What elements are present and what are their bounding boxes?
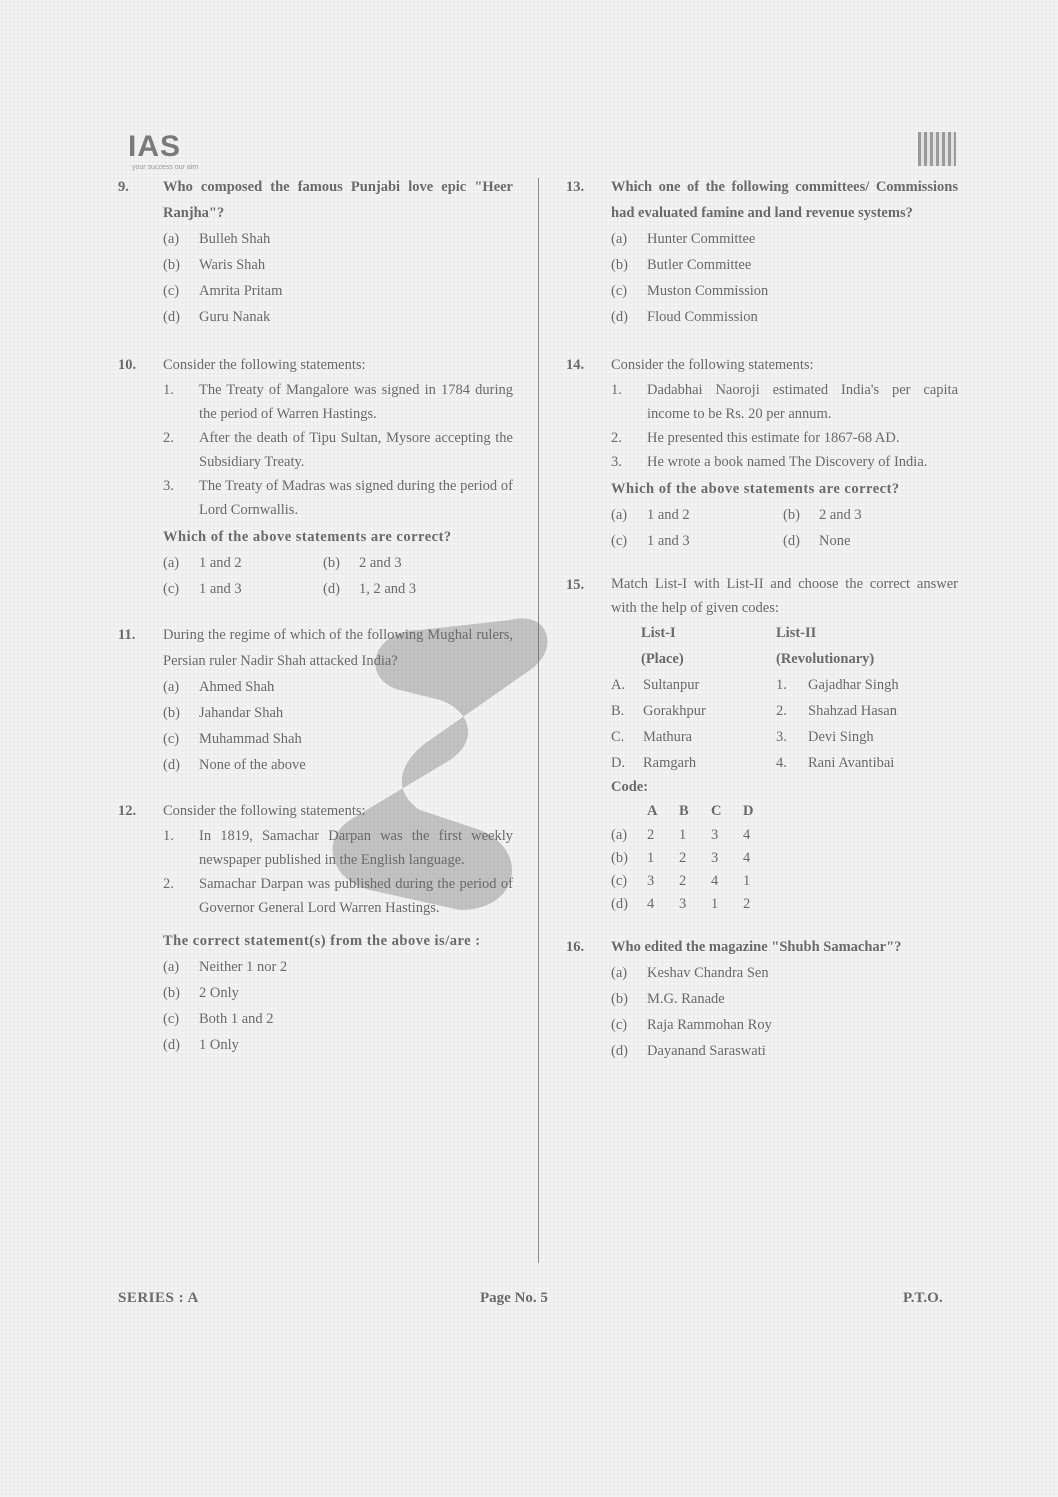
match-label: 3. — [776, 729, 787, 745]
statement-number: 3. — [163, 478, 174, 494]
option — [611, 502, 783, 528]
match-table — [611, 620, 958, 776]
codes-cell: 2 — [743, 896, 751, 912]
statement — [611, 378, 958, 426]
option-label: (b) — [163, 705, 180, 721]
question-text: During the regime of which of the following Mughal rulers, Persian ruler Nadir Shah attacked India? — [163, 627, 513, 669]
option — [611, 252, 958, 278]
codes-cell: 1 — [711, 896, 719, 912]
option-label: (b) — [611, 991, 628, 1007]
option-text: Muhammad Shah — [199, 731, 302, 747]
options-grid — [163, 550, 513, 602]
option — [163, 304, 513, 330]
option — [611, 1012, 958, 1038]
option — [323, 576, 483, 602]
statement — [163, 824, 513, 872]
question-intro: Consider the following statements: — [163, 803, 366, 819]
option-label: (d) — [163, 1037, 180, 1053]
codes-cell: 1 — [679, 827, 687, 843]
match-text: Gorakhpur — [643, 703, 706, 719]
option — [611, 960, 958, 986]
option — [163, 980, 513, 1006]
statement-text: He presented this estimate for 1867-68 AD. — [647, 430, 900, 446]
match-revolutionary — [776, 750, 956, 776]
codes-cell: 3 — [711, 850, 719, 866]
match-text: Ramgarh — [643, 755, 697, 771]
option-label: (a) — [611, 507, 628, 523]
list2-subtitle: (Revolutionary) — [776, 651, 875, 667]
option-text: 1 and 3 — [199, 581, 242, 597]
statement-text: The Treaty of Madras was signed during the period of Lord Cornwallis. — [199, 478, 513, 518]
statement-number: 1. — [163, 828, 174, 844]
question-number: 9. — [118, 179, 129, 195]
option-label: (a) — [163, 555, 180, 571]
statement — [163, 378, 513, 426]
codes-cell: (c) — [611, 873, 628, 889]
option-text: 1 Only — [199, 1037, 239, 1053]
match-label: 1. — [776, 677, 787, 693]
option-text: None of the above — [199, 757, 306, 773]
match-text: Gajadhar Singh — [808, 677, 899, 693]
option-text: Jahandar Shah — [199, 705, 284, 721]
option — [163, 752, 513, 778]
option-text: 1 and 2 — [647, 507, 690, 523]
option-label: (b) — [163, 257, 180, 273]
match-text: Shahzad Hasan — [808, 703, 897, 719]
option-text: 1 and 2 — [199, 555, 242, 571]
statement-number: 2. — [163, 876, 174, 892]
option — [163, 576, 323, 602]
match-text: Mathura — [643, 729, 693, 745]
option-label: (b) — [323, 555, 340, 571]
match-text: Devi Singh — [808, 729, 874, 745]
option-text: Both 1 and 2 — [199, 1011, 274, 1027]
question-11 — [118, 622, 513, 778]
match-label: C. — [611, 729, 625, 745]
option-label: (d) — [783, 533, 800, 549]
option — [783, 502, 943, 528]
option — [611, 528, 783, 554]
option — [163, 954, 513, 980]
match-text: Rani Avantibai — [808, 755, 895, 771]
question-number: 11. — [118, 627, 136, 643]
codes-row — [611, 847, 958, 870]
option-label: (a) — [163, 231, 180, 247]
question-text: Who composed the famous Punjabi love epic "Heer Ranjha"? — [163, 179, 513, 221]
statement-number: 2. — [163, 430, 174, 446]
codes-cell: (d) — [611, 896, 628, 912]
option-text: Butler Committee — [647, 257, 752, 273]
options-grid — [611, 502, 958, 554]
option — [611, 226, 958, 252]
list2-title: List-II — [776, 625, 817, 641]
question-number: 13. — [566, 179, 585, 195]
question-9 — [118, 174, 513, 330]
option — [163, 226, 513, 252]
option-text: Hunter Committee — [647, 231, 756, 247]
question-ask: Which of the above statements are correct? — [163, 529, 452, 545]
option-text: Ahmed Shah — [199, 679, 275, 695]
statement — [163, 474, 513, 522]
option-label: (c) — [163, 1011, 180, 1027]
option-label: (a) — [611, 965, 628, 981]
codes-label: Code: — [611, 779, 649, 795]
option — [323, 550, 483, 576]
question-number: 15. — [566, 577, 585, 593]
codes-cell: (b) — [611, 850, 628, 866]
option-label: (d) — [163, 309, 180, 325]
codes-cell: 2 — [679, 873, 687, 889]
codes-header-cell: B — [679, 803, 689, 819]
question-intro: Consider the following statements: — [611, 357, 814, 373]
question-text: Who edited the magazine "Shubh Samachar"? — [611, 939, 902, 955]
question-12 — [118, 798, 513, 1058]
statement-text: He wrote a book named The Discovery of India. — [647, 454, 928, 470]
question-14 — [566, 352, 958, 554]
option — [783, 528, 943, 554]
option-label: (a) — [163, 679, 180, 695]
option-text: M.G. Ranade — [647, 991, 725, 1007]
option-label: (b) — [783, 507, 800, 523]
option-text: Keshav Chandra Sen — [647, 965, 769, 981]
question-10 — [118, 352, 513, 602]
option-text: 1, 2 and 3 — [359, 581, 417, 597]
statement-text: The Treaty of Mangalore was signed in 1784 during the period of Warren Hastings. — [199, 382, 513, 422]
option-text: Guru Nanak — [199, 309, 271, 325]
option-text: Raja Rammohan Roy — [647, 1017, 772, 1033]
statement-number: 2. — [611, 430, 622, 446]
option-text: 2 and 3 — [819, 507, 862, 523]
brand-logo: IAS — [128, 130, 182, 163]
footer-page-number: Page No. 5 — [480, 1290, 548, 1306]
codes-cell: 2 — [647, 827, 655, 843]
option-label: (d) — [611, 309, 628, 325]
option-text: Floud Commission — [647, 309, 758, 325]
list1-subtitle: (Place) — [641, 651, 684, 667]
option — [163, 278, 513, 304]
question-intro: Match List-I with List-II and choose the correct answer with the help of given codes: — [611, 576, 958, 616]
codes-cell: 2 — [679, 850, 687, 866]
codes-row — [611, 870, 958, 893]
option-text: Bulleh Shah — [199, 231, 271, 247]
match-label: A. — [611, 677, 626, 693]
option — [163, 700, 513, 726]
question-number: 12. — [118, 803, 137, 819]
option-label: (c) — [163, 283, 180, 299]
brand-tagline: your success our aim — [132, 164, 199, 171]
statement-text: In 1819, Samachar Darpan was the first weekly newspaper published in the English language. — [199, 828, 513, 868]
codes-header-cell — [611, 798, 647, 824]
codes-header — [611, 798, 958, 824]
option-label: (b) — [163, 985, 180, 1001]
option-label: (c) — [611, 283, 628, 299]
match-label: B. — [611, 703, 625, 719]
question-text: Which one of the following committees/ Commissions had evaluated famine and land revenue systems? — [611, 179, 958, 221]
codes-row — [611, 824, 958, 847]
option-label: (c) — [163, 731, 180, 747]
question-15 — [566, 572, 958, 916]
qr-code-icon — [918, 132, 956, 166]
codes-cell: (a) — [611, 827, 628, 843]
codes-header-cell: C — [711, 803, 722, 819]
question-ask: Which of the above statements are correct? — [611, 481, 900, 497]
option — [611, 304, 958, 330]
option — [163, 252, 513, 278]
option-label: (a) — [611, 231, 628, 247]
option-label: (b) — [611, 257, 628, 273]
option-label: (d) — [611, 1043, 628, 1059]
question-number: 14. — [566, 357, 585, 373]
option-text: Muston Commission — [647, 283, 769, 299]
match-label: 2. — [776, 703, 787, 719]
option — [163, 1032, 513, 1058]
question-intro: Consider the following statements: — [163, 357, 366, 373]
option-text: Waris Shah — [199, 257, 266, 273]
statement-text: After the death of Tipu Sultan, Mysore accepting the Subsidiary Treaty. — [199, 430, 513, 470]
column-divider — [538, 178, 539, 1263]
option-text: 1 and 3 — [647, 533, 690, 549]
codes-cell: 3 — [679, 896, 687, 912]
codes-cell: 1 — [647, 850, 655, 866]
option — [611, 1038, 958, 1064]
question-16 — [566, 934, 958, 1064]
option — [163, 1006, 513, 1032]
match-place — [611, 672, 776, 698]
option — [611, 986, 958, 1012]
statement-number: 3. — [611, 454, 622, 470]
match-revolutionary — [776, 698, 956, 724]
codes-cell: 4 — [647, 896, 655, 912]
option-label: (c) — [163, 581, 180, 597]
match-label: 4. — [776, 755, 787, 771]
codes-cell: 4 — [711, 873, 719, 889]
statement — [163, 426, 513, 474]
option-text: Dayanand Saraswati — [647, 1043, 766, 1059]
match-label: D. — [611, 755, 626, 771]
option-label: (d) — [163, 757, 180, 773]
statement — [611, 426, 958, 450]
list1-title: List-I — [641, 625, 676, 641]
question-ask: The correct statement(s) from the above is/are : — [163, 933, 481, 949]
right-column — [566, 174, 958, 1080]
option-label: (c) — [611, 533, 628, 549]
codes-header-cell: D — [743, 803, 754, 819]
match-revolutionary — [776, 724, 956, 750]
question-number: 16. — [566, 939, 585, 955]
match-place — [611, 698, 776, 724]
statement-number: 1. — [611, 382, 622, 398]
footer-pto: P.T.O. — [903, 1290, 943, 1306]
match-place — [611, 724, 776, 750]
question-13 — [566, 174, 958, 330]
question-number: 10. — [118, 357, 137, 373]
option-label: (c) — [611, 1017, 628, 1033]
option-label: (a) — [163, 959, 180, 975]
statement-text: Samachar Darpan was published during the period of Governor General Lord Warren Hastings. — [199, 876, 513, 916]
left-column — [118, 174, 513, 1074]
option-text: 2 and 3 — [359, 555, 402, 571]
option-text: Neither 1 nor 2 — [199, 959, 288, 975]
footer-series: SERIES : A — [118, 1290, 199, 1306]
option-text: None — [819, 533, 851, 549]
codes-cell: 4 — [743, 827, 751, 843]
option-text: Amrita Pritam — [199, 283, 283, 299]
codes-row — [611, 893, 958, 916]
codes-cell: 3 — [711, 827, 719, 843]
codes-cell: 3 — [647, 873, 655, 889]
codes-cell: 1 — [743, 873, 751, 889]
option — [163, 674, 513, 700]
match-text: Sultanpur — [643, 677, 700, 693]
codes-cell: 4 — [743, 850, 751, 866]
statement-text: Dadabhai Naoroji estimated India's per capita income to be Rs. 20 per annum. — [647, 382, 958, 422]
match-place — [611, 750, 776, 776]
option — [611, 278, 958, 304]
option-label: (d) — [323, 581, 340, 597]
statement — [163, 872, 513, 920]
match-revolutionary — [776, 672, 956, 698]
codes-header-cell: A — [647, 803, 658, 819]
option-text: 2 Only — [199, 985, 239, 1001]
option — [163, 726, 513, 752]
option — [163, 550, 323, 576]
statement — [611, 450, 958, 474]
statement-number: 1. — [163, 382, 174, 398]
